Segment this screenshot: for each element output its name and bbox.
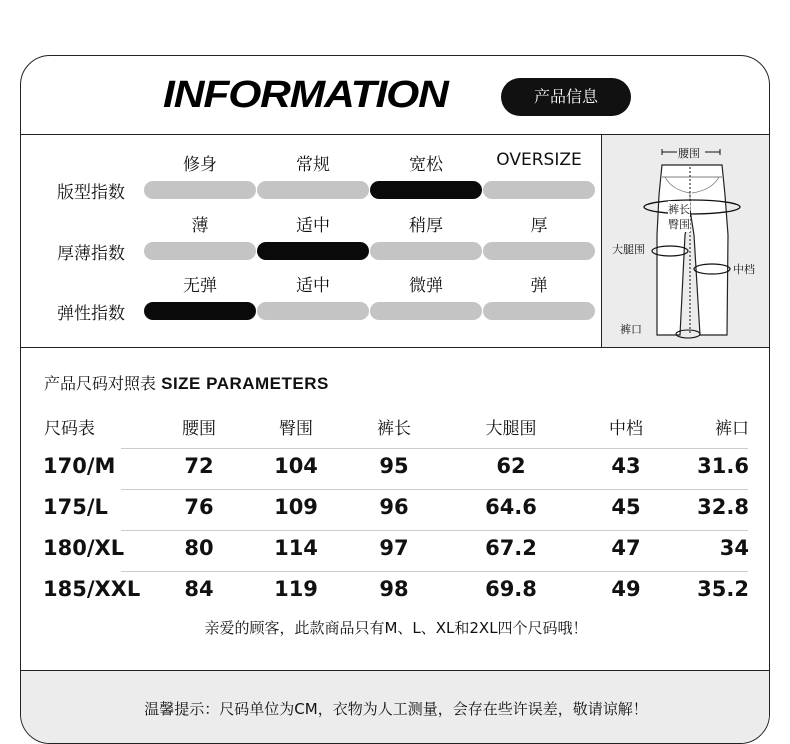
waist-label: 腰围 bbox=[678, 147, 700, 160]
measure-cell: 119 bbox=[274, 577, 318, 601]
measure-cell: 109 bbox=[274, 495, 318, 519]
measure-cell: 31.6 bbox=[697, 454, 749, 478]
table-row-divider bbox=[121, 448, 748, 449]
measure-cell: 47 bbox=[611, 536, 641, 560]
pants-measure-figure bbox=[601, 135, 770, 347]
measure-cell: 80 bbox=[184, 536, 214, 560]
measure-cell: 72 bbox=[184, 454, 214, 478]
size-cell: 175/L bbox=[43, 495, 108, 519]
fit-row-label: 厚薄指数 bbox=[57, 244, 125, 264]
hip-label: 臀围 bbox=[668, 218, 690, 231]
measure-cell: 43 bbox=[611, 454, 641, 478]
size-title-en: SIZE PARAMETERS bbox=[161, 374, 329, 393]
table-header: 尺码表 bbox=[44, 419, 95, 439]
table-header: 裤口 bbox=[715, 419, 749, 439]
size-cell: 185/XXL bbox=[43, 577, 141, 601]
fit-bar-selected bbox=[370, 181, 482, 199]
info-card bbox=[20, 55, 770, 744]
fit-bar bbox=[483, 302, 595, 320]
size-note: 亲爱的顾客，此款商品只有M、L、XL和2XL四个尺码哦！ bbox=[204, 619, 588, 637]
measure-cell: 64.6 bbox=[485, 495, 537, 519]
measure-cell: 45 bbox=[611, 495, 641, 519]
fit-option-label: 弹 bbox=[530, 276, 548, 296]
footer-tip bbox=[21, 670, 770, 744]
table-header: 臀围 bbox=[279, 419, 313, 439]
fit-index-panel bbox=[21, 135, 770, 348]
measure-cell: 76 bbox=[184, 495, 214, 519]
fit-option-label: 无弹 bbox=[183, 276, 217, 296]
fit-option-label: 常规 bbox=[296, 155, 330, 175]
measure-cell: 114 bbox=[274, 536, 318, 560]
fit-option-label: 微弹 bbox=[409, 276, 443, 296]
fit-bar bbox=[483, 242, 595, 260]
rise-label: 中档 bbox=[733, 263, 755, 276]
measure-cell: 98 bbox=[379, 577, 409, 601]
product-info-badge: 产品信息 bbox=[501, 78, 631, 116]
table-header: 腰围 bbox=[182, 419, 216, 439]
size-cell: 170/M bbox=[43, 454, 116, 478]
fit-bar-selected bbox=[144, 302, 256, 320]
hem-label: 裤口 bbox=[620, 323, 642, 336]
fit-bar-selected bbox=[257, 242, 369, 260]
table-header: 大腿围 bbox=[485, 419, 537, 439]
fit-option-label: 厚 bbox=[530, 216, 548, 236]
measure-cell: 96 bbox=[379, 495, 409, 519]
fit-bar bbox=[483, 181, 595, 199]
measure-cell: 32.8 bbox=[697, 495, 749, 519]
measure-cell: 35.2 bbox=[697, 577, 749, 601]
table-header: 中档 bbox=[609, 419, 643, 439]
table-row-divider bbox=[121, 530, 748, 531]
table-row-divider bbox=[121, 571, 748, 572]
measure-cell: 95 bbox=[379, 454, 409, 478]
page-title: INFORMATION bbox=[163, 74, 448, 116]
fit-bar bbox=[144, 181, 256, 199]
measure-cell: 104 bbox=[274, 454, 318, 478]
length-label: 裤长 bbox=[668, 203, 690, 216]
fit-option-label: 适中 bbox=[296, 216, 330, 236]
fit-option-label: 修身 bbox=[183, 155, 217, 175]
fit-option-label: 薄 bbox=[191, 216, 209, 236]
fit-bar bbox=[257, 302, 369, 320]
measure-cell: 49 bbox=[611, 577, 641, 601]
table-header: 裤长 bbox=[377, 419, 411, 439]
fit-bar bbox=[370, 302, 482, 320]
measure-cell: 34 bbox=[719, 536, 749, 560]
fit-bar bbox=[370, 242, 482, 260]
footer-text: 温馨提示：尺码单位为CM，衣物为人工测量，会存在些许误差，敬请谅解！ bbox=[144, 700, 648, 718]
fit-bar bbox=[144, 242, 256, 260]
fit-row-label: 版型指数 bbox=[57, 183, 125, 203]
table-row-divider bbox=[121, 489, 748, 490]
size-cell: 180/XL bbox=[43, 536, 125, 560]
header bbox=[21, 56, 769, 135]
measure-cell: 84 bbox=[184, 577, 214, 601]
thigh-label: 大腿围 bbox=[612, 243, 645, 256]
measure-cell: 62 bbox=[496, 454, 526, 478]
fit-option-label: OVERSIZE bbox=[496, 150, 582, 170]
fit-row-label: 弹性指数 bbox=[57, 304, 125, 324]
fit-bar bbox=[257, 181, 369, 199]
size-title-cn: 产品尺码对照表 bbox=[44, 374, 157, 393]
fit-option-label: 稍厚 bbox=[409, 216, 443, 236]
size-parameters-section bbox=[21, 348, 770, 670]
size-section-title bbox=[44, 371, 329, 394]
measure-cell: 97 bbox=[379, 536, 409, 560]
fit-option-label: 适中 bbox=[296, 276, 330, 296]
measure-cell: 67.2 bbox=[485, 536, 537, 560]
fit-option-label: 宽松 bbox=[409, 155, 443, 175]
measure-cell: 69.8 bbox=[485, 577, 537, 601]
